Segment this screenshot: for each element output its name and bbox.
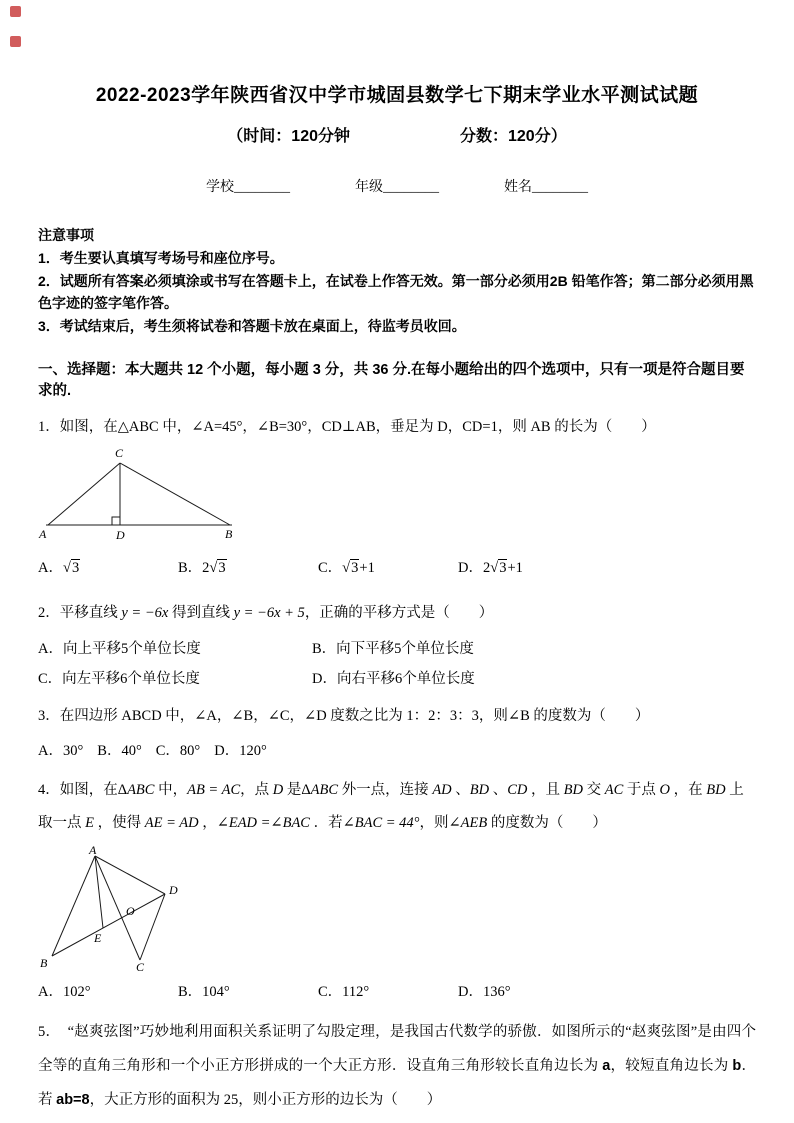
option-D: D．2√3+1 bbox=[458, 559, 523, 576]
notice-item-1: 1．考生要认真填写考场号和座位序号。 bbox=[38, 250, 284, 267]
question-3 bbox=[38, 704, 756, 760]
notice-section bbox=[38, 224, 756, 338]
option-B: B．40° bbox=[97, 742, 142, 759]
option-B: B．104° bbox=[178, 984, 230, 1001]
question-2-text: 2．平移直线 y = −6x 得到直线 y = −6x + 5，正确的平移方式是（ ） bbox=[38, 604, 494, 621]
page-title: 2022-2023学年陕西省汉中学市城固县数学七下期末学业水平测试试题 bbox=[95, 85, 699, 106]
grade-field: 年级________ bbox=[355, 180, 439, 195]
notice-item-3: 3．考试结束后，考生须将试卷和答题卡放在桌面上，待监考员收回。 bbox=[38, 318, 466, 335]
name-field: 姓名________ bbox=[504, 180, 588, 195]
label-A: A bbox=[39, 526, 47, 541]
label-O: O bbox=[126, 904, 135, 919]
option-D: D．136° bbox=[458, 984, 511, 1001]
exam-meta bbox=[38, 123, 756, 146]
option-D: D．120° bbox=[214, 742, 267, 759]
option-A: A．102° bbox=[38, 984, 91, 1001]
option-B: B．2√3 bbox=[178, 559, 226, 576]
option-C: C．√3+1 bbox=[318, 559, 375, 576]
question-3-text: 3．在四边形 ABCD 中，∠A，∠B，∠C，∠D 度数之比为 1：2：3：3，则∠B 的度数为（ ） bbox=[38, 708, 650, 725]
label-C: C bbox=[136, 960, 145, 973]
triangle-diagram-q1 bbox=[38, 445, 240, 541]
option-C: C．向左平移6个单位长度 bbox=[38, 671, 200, 688]
option-C: C．80° bbox=[155, 742, 201, 759]
student-info-line bbox=[38, 176, 756, 196]
label-B: B bbox=[40, 956, 48, 971]
total-score: 分数：120分） bbox=[460, 128, 567, 145]
triangle-diagram-q4 bbox=[38, 844, 188, 972]
label-D: D bbox=[169, 883, 178, 898]
question-4 bbox=[38, 774, 756, 1001]
question-2-options bbox=[38, 637, 756, 688]
option-A: A．30° bbox=[38, 742, 84, 759]
question-5 bbox=[38, 1015, 756, 1117]
label-C: C bbox=[115, 445, 124, 460]
label-E: E bbox=[94, 931, 102, 946]
option-A: A．√3 bbox=[38, 559, 80, 576]
question-1-options bbox=[38, 556, 756, 577]
question-4-options bbox=[38, 980, 756, 1001]
question-1 bbox=[38, 415, 756, 577]
question-2 bbox=[38, 601, 756, 689]
school-field: 学校________ bbox=[206, 180, 290, 195]
question-1-text: 1．如图，在△ABC 中，∠A=45°，∠B=30°，CD⊥AB，垂足为 D，CD=1，则 AB 的长为（ ） bbox=[38, 419, 656, 436]
question-3-options bbox=[38, 739, 756, 760]
question-4-text: 4．如图，在ΔABC 中，AB = AC，点 D 是ΔABC 外一点，连接 AD 、BD 、CD ，且 BD 交 AC 于点 O ，在 BD 上取一点 E ，使得 AE = AD ，∠EAD =∠BAC ．若∠BAC = 44°，则∠AEB 的度数为（ ） bbox=[38, 781, 744, 831]
watermark-icon-2 bbox=[10, 36, 21, 47]
label-A: A bbox=[89, 844, 97, 858]
label-B: B bbox=[225, 526, 233, 541]
notice-heading: 注意事项 bbox=[38, 227, 94, 243]
label-D: D bbox=[116, 527, 125, 541]
option-D: D．向右平移6个单位长度 bbox=[312, 671, 475, 688]
option-B: B．向下平移5个单位长度 bbox=[312, 641, 474, 658]
time-limit: （时间：120分钟 bbox=[227, 128, 350, 145]
watermark-icon-1 bbox=[10, 6, 21, 17]
option-C: C．112° bbox=[318, 984, 370, 1001]
notice-item-2: 2．试题所有答案必须填涂或书写在答题卡上，在试卷上作答无效。第一部分必须用2B 铅笔作答；第二部分必须用黑色字迹的签字笔作答。 bbox=[38, 273, 754, 312]
section-1-heading: 一、选择题：本大题共 12 个小题，每小题 3 分，共 36 分.在每小题给出的四个选项中，只有一项是符合题目要求的. bbox=[38, 361, 745, 400]
question-5-text: 5． “赵爽弦图”巧妙地利用面积关系证明了勾股定理，是我国古代数学的骄傲．如图所示的“赵爽弦图”是由四个全等的直角三角形和一个小正方形拼成的一个大正方形．设直角三角形较长直角边长为 a，较短直角边长为 b．若 ab=8，大正方形的面积为 25，则小正方形的边长为（ ） bbox=[38, 1024, 757, 1109]
corner-watermarks bbox=[10, 6, 26, 66]
option-A: A．向上平移5个单位长度 bbox=[38, 641, 201, 658]
